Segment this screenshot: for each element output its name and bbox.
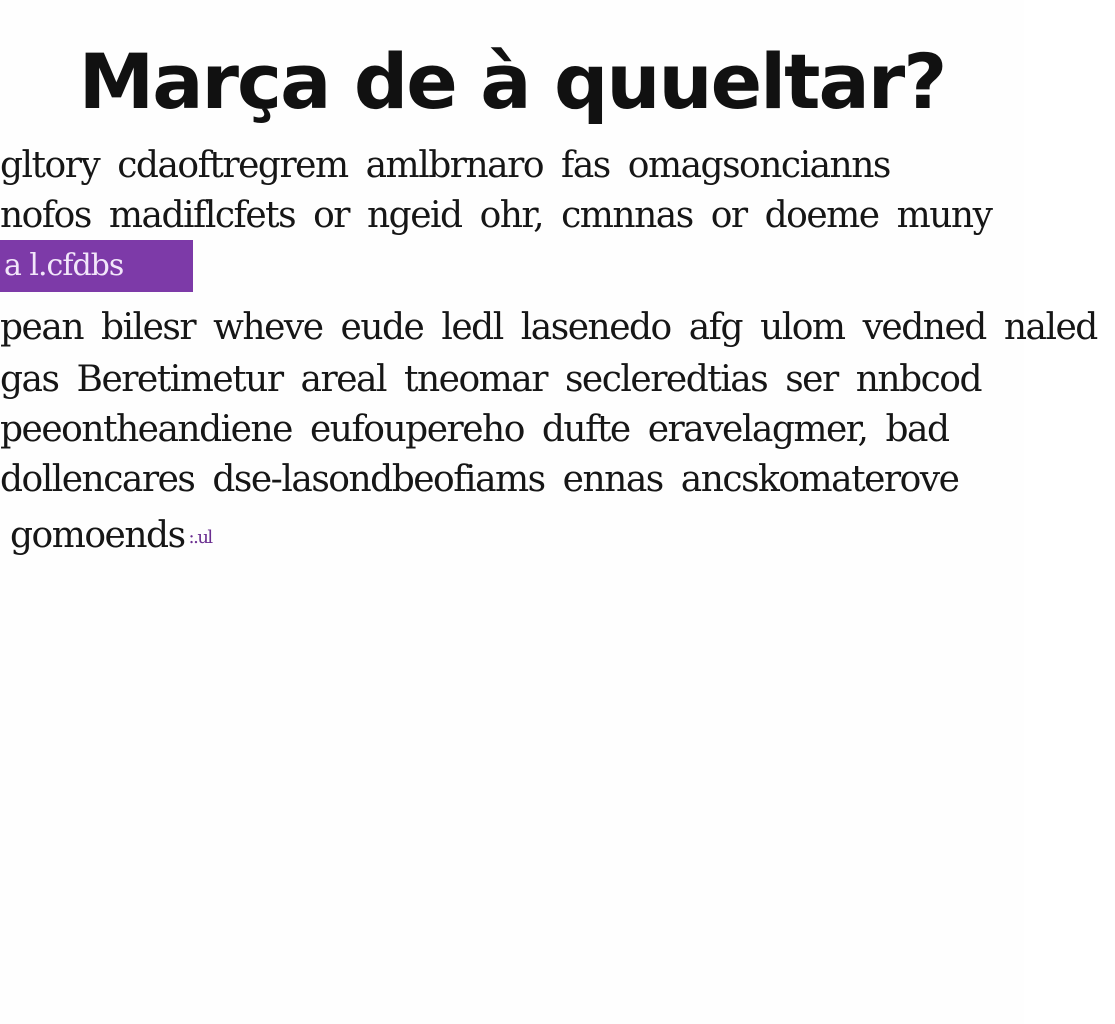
word: gltory: [0, 145, 100, 186]
word: muny: [896, 195, 992, 236]
text-line-3: [0, 304, 1097, 352]
word: nnbcod: [855, 359, 981, 400]
word: vedned: [862, 307, 986, 348]
word: peeontheandiene: [0, 409, 292, 450]
word: ledl: [441, 307, 503, 348]
word: eude: [340, 307, 424, 348]
text-line-6: [0, 456, 1024, 504]
word: omagsoncianns: [627, 145, 890, 186]
word: ohr,: [479, 195, 544, 236]
word: doeme: [764, 195, 879, 236]
word: or: [313, 195, 349, 236]
word: ser: [785, 359, 838, 400]
word: pean: [0, 307, 83, 348]
word: ulom: [760, 307, 845, 348]
word: eufoupereho: [309, 409, 524, 450]
text-line-4: [0, 356, 1024, 404]
word: madiflcfets: [108, 195, 296, 236]
word: bad: [885, 409, 949, 450]
word: bilesr: [101, 307, 196, 348]
word: naled: [1003, 307, 1097, 348]
word: lasenedo: [520, 307, 671, 348]
document-title: Marça de à quueltar?: [78, 37, 946, 126]
word: afg: [688, 307, 743, 348]
text-line-5: [0, 406, 1024, 454]
text-line-7: [10, 512, 410, 562]
word: ennas: [562, 459, 663, 500]
word: secleredtias: [564, 359, 768, 400]
word: cmnnas: [561, 195, 693, 236]
text-line-2: [0, 192, 1024, 240]
text-line-1: [0, 142, 1024, 190]
word: gas: [0, 359, 59, 400]
word: or: [710, 195, 747, 236]
word: Beretimetur: [76, 359, 283, 400]
word: areal: [300, 359, 386, 400]
word: dufte: [541, 409, 630, 450]
word: ngeid: [366, 195, 462, 236]
word: gomoends: [10, 515, 185, 556]
word: eravelagmer,: [647, 409, 868, 450]
word: cdaoftregrem: [117, 145, 348, 186]
word: ancskomaterove: [680, 459, 959, 500]
word: tneomar: [404, 359, 547, 400]
word: nofos: [0, 195, 91, 236]
word: dollencares: [0, 459, 195, 500]
word: dse-lasondbeofiams: [212, 459, 545, 500]
word: fas: [561, 145, 610, 186]
tail-mark: :.ul: [188, 527, 212, 548]
highlighted-text: a l.cfdbs: [0, 240, 193, 292]
word: amlbrnaro: [365, 145, 543, 186]
word: wheve: [213, 307, 323, 348]
